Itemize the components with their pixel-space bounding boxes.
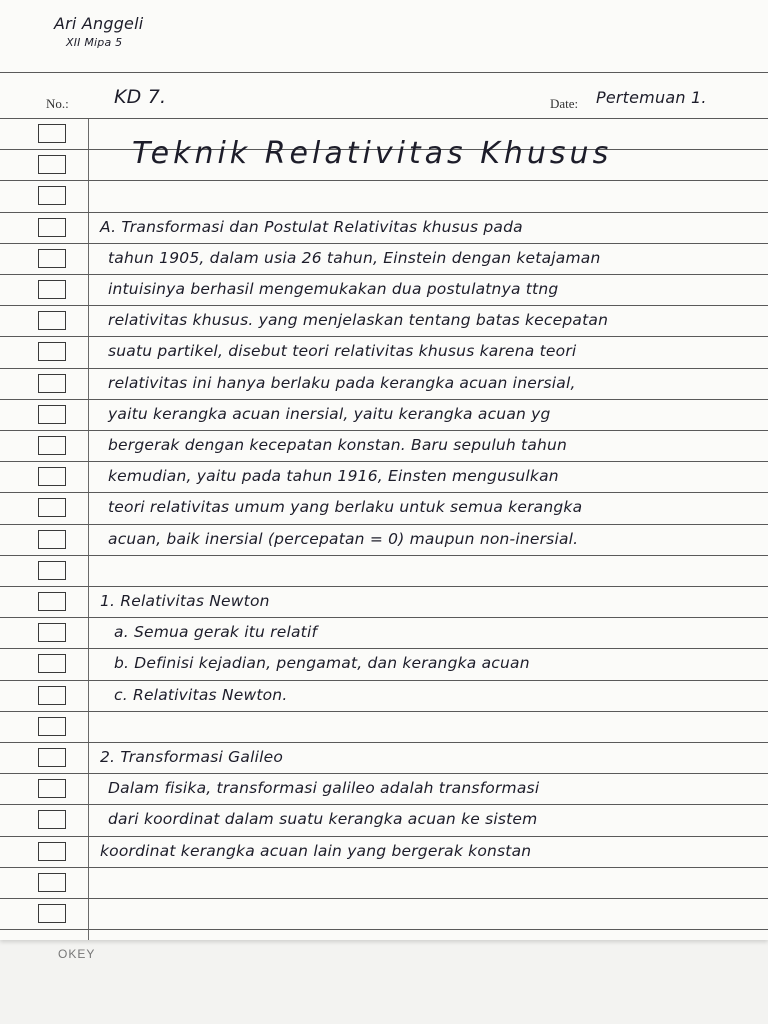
margin-checkbox[interactable]	[38, 592, 66, 611]
ruled-line	[0, 586, 768, 587]
student-class: XII Mipa 5	[66, 36, 123, 49]
margin-checkbox[interactable]	[38, 498, 66, 517]
handwritten-line: acuan, baik inersial (percepatan = 0) maupun non-inersial.	[108, 530, 579, 548]
ruled-line	[0, 336, 768, 337]
ruled-line	[0, 555, 768, 556]
handwritten-line: intuisinya berhasil mengemukakan dua postulatnya ttng	[108, 280, 559, 298]
student-name: Ari Anggeli	[54, 14, 144, 33]
ruled-line	[0, 243, 768, 244]
ruled-line	[0, 773, 768, 774]
margin-checkbox[interactable]	[38, 374, 66, 393]
margin-checkbox[interactable]	[38, 623, 66, 642]
handwritten-line: relativitas ini hanya berlaku pada kerangka acuan inersial,	[108, 374, 576, 392]
ruled-line	[0, 212, 768, 213]
margin-checkbox[interactable]	[38, 654, 66, 673]
margin-checkbox[interactable]	[38, 405, 66, 424]
ruled-line	[0, 680, 768, 681]
handwritten-line: b. Definisi kejadian, pengamat, dan kerangka acuan	[114, 654, 530, 672]
ruled-line	[0, 524, 768, 525]
margin-checkbox[interactable]	[38, 342, 66, 361]
ruled-line	[0, 274, 768, 275]
ruled-line	[0, 711, 768, 712]
margin-checkbox[interactable]	[38, 467, 66, 486]
margin-checkbox[interactable]	[38, 218, 66, 237]
ruled-line	[0, 742, 768, 743]
no-value: KD 7.	[114, 86, 167, 108]
handwritten-line: A. Transformasi dan Postulat Relativitas khusus pada	[100, 218, 523, 236]
page-title: Teknik Relativitas Khusus	[132, 136, 613, 171]
margin-checkbox[interactable]	[38, 748, 66, 767]
ruled-line	[0, 804, 768, 805]
margin-checkbox[interactable]	[38, 686, 66, 705]
margin-checkbox[interactable]	[38, 249, 66, 268]
handwritten-line: bergerak dengan kecepatan konstan. Baru sepuluh tahun	[108, 436, 568, 454]
handwritten-line: koordinat kerangka acuan lain yang bergerak konstan	[100, 842, 532, 860]
ruled-line	[0, 648, 768, 649]
margin-checkbox[interactable]	[38, 904, 66, 923]
margin-checkbox[interactable]	[38, 779, 66, 798]
handwritten-line: Dalam fisika, transformasi galileo adalah transformasi	[108, 779, 540, 797]
margin-checkbox[interactable]	[38, 873, 66, 892]
handwritten-line: 2. Transformasi Galileo	[100, 748, 284, 766]
no-label: No.:	[46, 96, 69, 111]
ruled-line	[0, 399, 768, 400]
handwritten-line: kemudian, yaitu pada tahun 1916, Einsten mengusulkan	[108, 467, 559, 485]
header-rule	[0, 72, 768, 73]
handwritten-line: relativitas khusus. yang menjelaskan tentang batas kecepatan	[108, 311, 609, 329]
date-value: Pertemuan 1.	[596, 88, 707, 107]
ruled-line	[0, 836, 768, 837]
ruled-line	[0, 305, 768, 306]
ruled-line	[0, 867, 768, 868]
margin-checkbox[interactable]	[38, 842, 66, 861]
ruled-line	[0, 430, 768, 431]
ruled-line	[0, 461, 768, 462]
margin-checkbox[interactable]	[38, 436, 66, 455]
margin-checkbox[interactable]	[38, 530, 66, 549]
date-label: Date:	[550, 96, 579, 111]
ruled-line	[0, 617, 768, 618]
handwritten-line: 1. Relativitas Newton	[100, 592, 270, 610]
notebook-brand: OKEY	[58, 947, 96, 961]
handwritten-line: c. Relativitas Newton.	[114, 686, 288, 704]
margin-line	[88, 118, 89, 940]
handwritten-line: a. Semua gerak itu relatif	[114, 623, 318, 641]
margin-checkbox[interactable]	[38, 311, 66, 330]
ruled-line	[0, 898, 768, 899]
margin-checkbox[interactable]	[38, 186, 66, 205]
handwritten-line: tahun 1905, dalam usia 26 tahun, Einstein dengan ketajaman	[108, 249, 601, 267]
ruled-line	[0, 929, 768, 930]
handwritten-line: suatu partikel, disebut teori relativitas khusus karena teori	[108, 342, 577, 360]
margin-checkbox[interactable]	[38, 124, 66, 143]
handwritten-line: dari koordinat dalam suatu kerangka acuan ke sistem	[108, 810, 538, 828]
handwritten-line: yaitu kerangka acuan inersial, yaitu kerangka acuan yg	[108, 405, 551, 423]
margin-checkbox[interactable]	[38, 280, 66, 299]
margin-checkbox[interactable]	[38, 155, 66, 174]
ruled-line	[0, 368, 768, 369]
ruled-line	[0, 492, 768, 493]
ruled-line	[0, 180, 768, 181]
margin-checkbox[interactable]	[38, 561, 66, 580]
margin-checkbox[interactable]	[38, 717, 66, 736]
handwritten-line: teori relativitas umum yang berlaku untuk semua kerangka	[108, 498, 583, 516]
ruled-line	[0, 118, 768, 119]
margin-checkbox[interactable]	[38, 810, 66, 829]
